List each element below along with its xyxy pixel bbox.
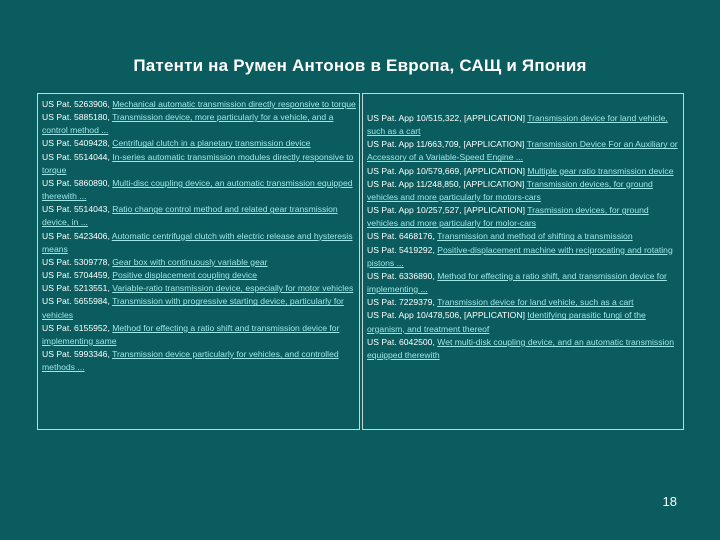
page-number: 18	[662, 494, 677, 509]
patent-number: US Pat. 5309778,	[42, 256, 113, 267]
patent-number: US Pat. 5514044,	[42, 151, 113, 162]
patent-link[interactable]: Gear box with continuously variable gear	[112, 256, 268, 267]
patent-number: US Pat. App 10/579,669, [APPLICATION]	[367, 165, 528, 176]
patent-entry	[42, 256, 356, 269]
patent-link[interactable]: In-series automatic transmission modules directly responsive to torque	[42, 151, 354, 175]
patent-number: US Pat. 6155952,	[42, 322, 113, 333]
patent-entry	[367, 336, 680, 362]
patent-number: US Pat. 5514043,	[42, 204, 113, 215]
patent-entry	[367, 178, 680, 204]
patent-link[interactable]: Transmission with progressive starting device, particularly for vehicles	[42, 296, 344, 320]
patent-number: US Pat. 6042500,	[367, 336, 438, 347]
patent-link[interactable]: Transmission device, more particularly for a vehicle, and a control method ...	[42, 112, 334, 136]
patent-number: US Pat. 5655984,	[42, 296, 113, 307]
patent-number: US Pat. 6336890,	[367, 270, 438, 281]
patent-entry	[367, 270, 680, 296]
patent-number: US Pat. 5423406,	[42, 230, 112, 241]
patent-number: US Pat. 5263906,	[42, 99, 113, 109]
patent-link[interactable]: Multi-disc coupling device, an automatic transmission equipped therewith ...	[42, 177, 353, 202]
patent-link[interactable]: Transmission device for land vehicle, such as a cart	[367, 113, 668, 137]
patent-number: US Pat. App 10/478,506, [APPLICATION]	[367, 310, 528, 321]
patent-number: US Pat. App 11/248,850, [APPLICATION]	[367, 178, 527, 189]
patent-link[interactable]: Transmission devices, for ground vehicles and more particularly for motors-cars	[367, 178, 653, 202]
patent-entry	[42, 98, 356, 111]
patent-number: US Pat. 5419292,	[367, 244, 438, 255]
patent-number: US Pat. App 11/663,709, [APPLICATION]	[367, 139, 527, 150]
patent-link[interactable]: Multiple gear ratio transmission device	[527, 165, 674, 176]
patent-entry	[367, 112, 680, 138]
patent-link[interactable]: Positive displacement coupling device	[112, 270, 257, 281]
patent-number: US Pat. 6468176,	[367, 231, 438, 242]
patent-entry	[367, 244, 680, 270]
patent-number: US Pat. 5885180,	[42, 112, 113, 123]
slide-title: Патенти на Румен Антонов в Европа, САЩ и Япония	[133, 56, 587, 75]
patent-link[interactable]: Positive-displacement machine with reciprocating and rotating pistons ...	[367, 244, 673, 268]
patent-entry	[42, 151, 356, 177]
patent-link[interactable]: Variable-ratio transmission device, especially for motor vehicles	[112, 283, 354, 294]
patent-link[interactable]: Transmission and method of shifting a transmission	[437, 231, 633, 242]
patent-entry	[42, 137, 356, 150]
patent-entry	[42, 348, 356, 374]
patent-link[interactable]: Automatic centrifugal clutch with electric release and hysteresis means	[42, 230, 353, 254]
patent-entry	[42, 295, 356, 321]
patent-number: US Pat. 7229379,	[367, 297, 438, 308]
patent-entry	[367, 165, 680, 178]
patent-number: US Pat. 5213551,	[42, 283, 113, 294]
patent-entry	[42, 230, 356, 256]
left-patent-list	[37, 93, 360, 430]
patent-link[interactable]: Wet multi-disk coupling device, and an automatic transmission equipped therewith	[367, 336, 674, 360]
patent-entry	[367, 296, 680, 309]
patent-number: US Pat. 5704459,	[42, 270, 113, 281]
right-patent-list	[362, 93, 684, 430]
patent-link[interactable]: Transmission Device For an Auxiliary or Accessory of a Variable-Speed Engine ...	[367, 139, 678, 163]
patent-link[interactable]: Trasmission devices, for ground vehicles and more particularly for molor-cars	[367, 205, 649, 229]
patent-entry	[42, 322, 356, 348]
patent-link[interactable]: Method for effecting a ratio shift and transmission device for implementing same	[42, 322, 340, 346]
patent-entry	[42, 177, 356, 203]
patent-number: US Pat. 5860890,	[42, 177, 113, 188]
patent-number: US Pat. App 10/515,322, [APPLICATION]	[367, 113, 528, 123]
patent-link[interactable]: Transmission device particularly for vehicles, and controlled methods ...	[42, 348, 339, 373]
patent-link[interactable]: Identifying parasitic fungi of the organism, and treatment thereof	[367, 310, 646, 334]
patent-entry	[42, 203, 356, 229]
patent-link[interactable]: Method for effecting a ratio shift, and transmission device for implementing ...	[367, 270, 667, 295]
patent-entry	[42, 111, 356, 137]
patent-number: US Pat. 5409428,	[42, 138, 113, 149]
patent-link[interactable]: Ratio change control method and related gear transmission device, in ...	[42, 204, 338, 228]
patent-entry	[367, 138, 680, 164]
patent-link[interactable]: Transmission device for land vehicle, such as a cart	[437, 297, 634, 308]
patent-entry	[42, 282, 356, 295]
patent-entry	[367, 309, 680, 335]
patent-entry	[42, 269, 356, 282]
patent-link[interactable]: Centrifugal clutch in a planetary transmission device	[112, 138, 311, 149]
patent-link[interactable]: Mechanical automatic transmission directly responsive to torque	[112, 99, 356, 109]
patent-entry	[367, 204, 680, 230]
patent-number: US Pat. App 10/257,527, [APPLICATION]	[367, 205, 528, 216]
patent-number: US Pat. 5993346,	[42, 348, 113, 359]
patent-entry	[367, 230, 680, 243]
